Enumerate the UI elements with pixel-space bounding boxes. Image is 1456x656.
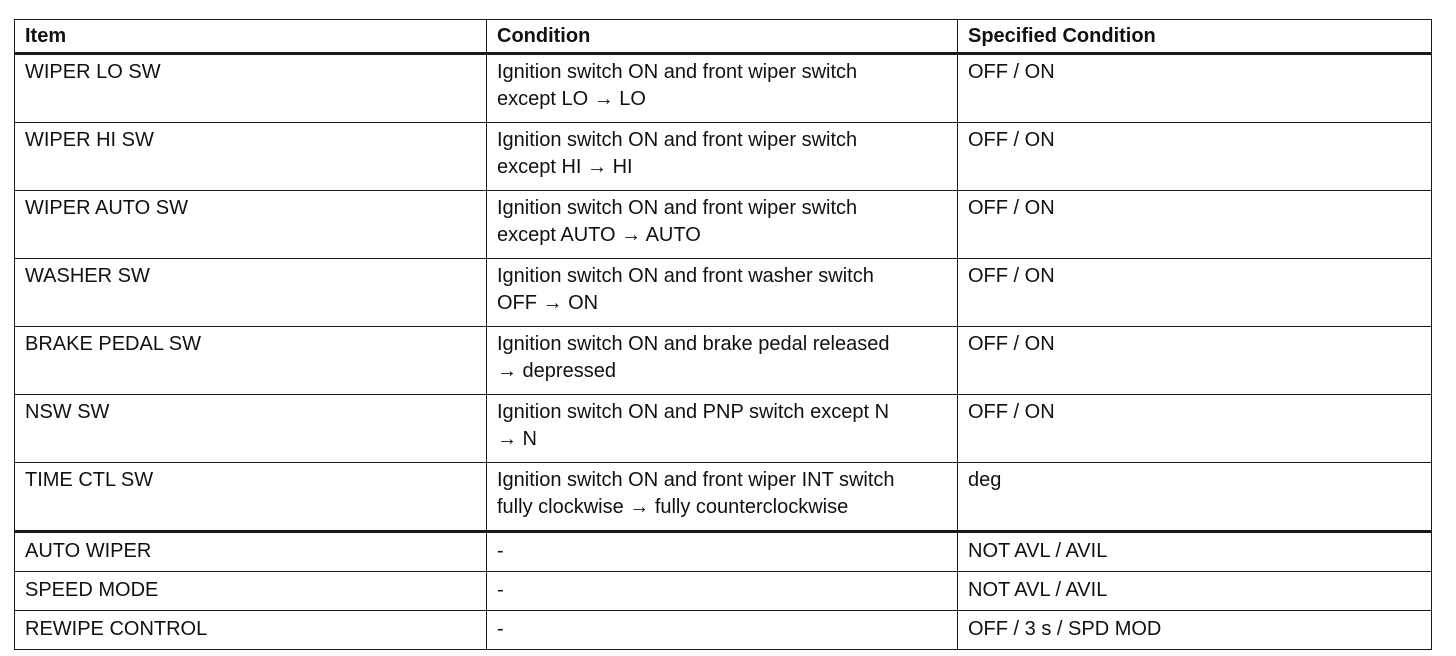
condition-cell	[487, 611, 958, 650]
condition-cell	[487, 191, 958, 259]
condition-text: Ignition switch ON and front wiper switch except AUTO → AUTO	[497, 197, 858, 246]
table-row	[15, 572, 1432, 611]
item-cell: BRAKE PEDAL SW	[15, 327, 487, 395]
condition-text: -	[497, 579, 504, 601]
item-cell: REWIPE CONTROL	[15, 611, 487, 650]
item-cell: TIME CTL SW	[15, 463, 487, 532]
condition-text: Ignition switch ON and PNP switch except N → N	[497, 401, 890, 450]
item-cell: WIPER AUTO SW	[15, 191, 487, 259]
item-cell: AUTO WIPER	[15, 532, 487, 572]
item-cell: NSW SW	[15, 395, 487, 463]
item-cell: SPEED MODE	[15, 572, 487, 611]
condition-cell	[487, 123, 958, 191]
item-cell: WIPER HI SW	[15, 123, 487, 191]
condition-cell	[487, 54, 958, 123]
table-row	[15, 395, 1432, 463]
spec-cell: OFF / ON	[958, 327, 1432, 395]
condition-cell	[487, 532, 958, 572]
table-row	[15, 123, 1432, 191]
spec-cell: OFF / ON	[958, 54, 1432, 123]
spec-cell: deg	[958, 463, 1432, 532]
spec-cell: NOT AVL / AVIL	[958, 572, 1432, 611]
condition-text: -	[497, 618, 504, 640]
item-cell: WASHER SW	[15, 259, 487, 327]
condition-cell	[487, 463, 958, 532]
header-specified-condition: Specified Condition	[958, 20, 1432, 54]
condition-text: Ignition switch ON and front washer switch OFF → ON	[497, 265, 874, 314]
table-row	[15, 259, 1432, 327]
condition-text: Ignition switch ON and front wiper switch except LO → LO	[497, 61, 858, 110]
header-item: Item	[15, 20, 487, 54]
spec-cell: OFF / ON	[958, 123, 1432, 191]
condition-text: -	[497, 540, 504, 562]
condition-text: Ignition switch ON and brake pedal released → depressed	[497, 333, 890, 382]
header-condition: Condition	[487, 20, 958, 54]
condition-cell	[487, 259, 958, 327]
condition-cell	[487, 327, 958, 395]
table-row	[15, 191, 1432, 259]
table-row	[15, 463, 1432, 532]
spec-cell: OFF / 3 s / SPD MOD	[958, 611, 1432, 650]
condition-text: Ignition switch ON and front wiper switch except HI → HI	[497, 129, 858, 178]
spec-cell: OFF / ON	[958, 395, 1432, 463]
header-row	[15, 20, 1432, 54]
condition-cell	[487, 572, 958, 611]
condition-cell	[487, 395, 958, 463]
table-row	[15, 532, 1432, 572]
spec-cell: OFF / ON	[958, 259, 1432, 327]
table-row	[15, 611, 1432, 650]
table-row	[15, 327, 1432, 395]
data-list-table	[14, 19, 1432, 650]
item-cell: WIPER LO SW	[15, 54, 487, 123]
table-row	[15, 54, 1432, 123]
spec-cell: NOT AVL / AVIL	[958, 532, 1432, 572]
condition-text: Ignition switch ON and front wiper INT switch fully clockwise → fully counterclockwise	[497, 469, 895, 518]
spec-cell: OFF / ON	[958, 191, 1432, 259]
